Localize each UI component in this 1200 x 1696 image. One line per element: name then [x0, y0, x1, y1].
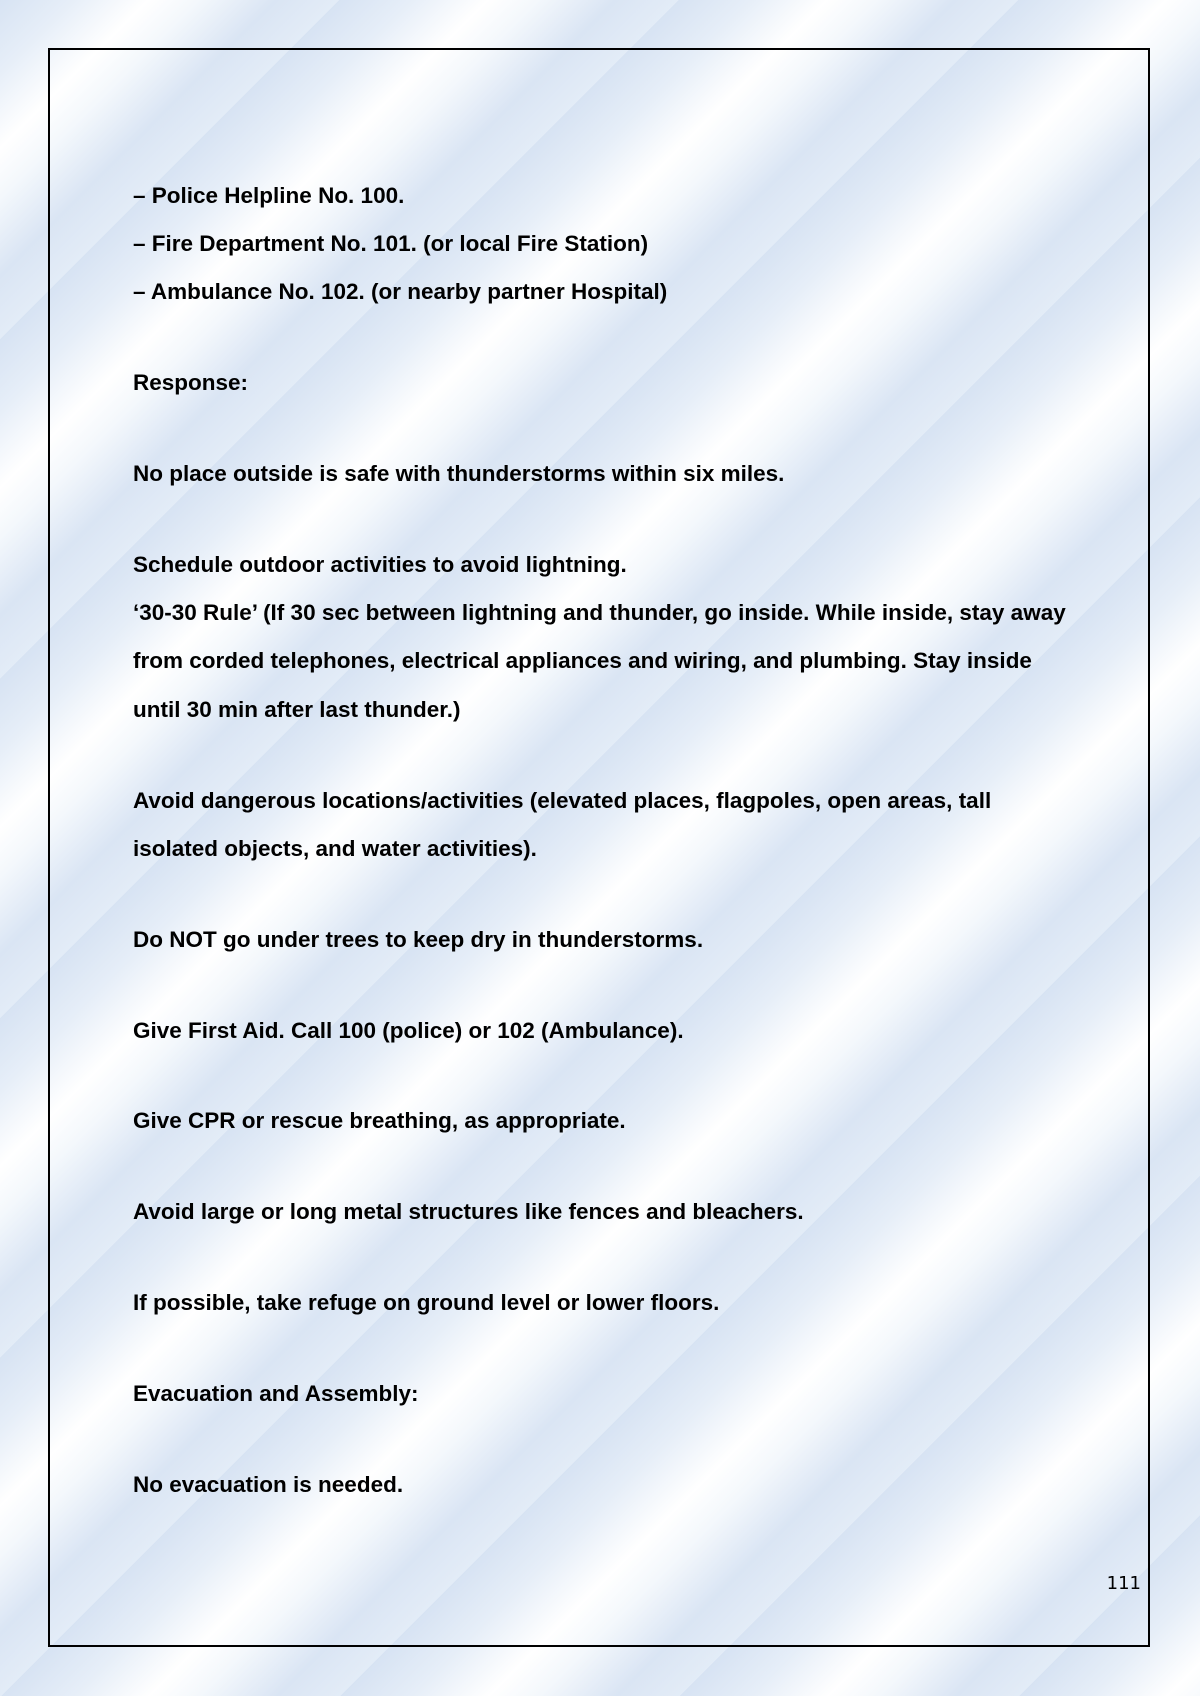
response-paragraph: Schedule outdoor activities to avoid lightning. [133, 552, 627, 577]
response-paragraph: ‘30-30 Rule’ (If 30 sec between lightning and thunder, go inside. While inside, stay away [133, 600, 1066, 625]
page-number: 111 [1106, 1573, 1141, 1594]
evacuation-heading: Evacuation and Assembly: [133, 1381, 419, 1406]
response-paragraph: from corded telephones, electrical appliances and wiring, and plumbing. Stay inside [133, 648, 1032, 673]
response-paragraph: until 30 min after last thunder.) [133, 697, 461, 722]
response-paragraph: No place outside is safe with thunderstorms within six miles. [133, 461, 785, 486]
evacuation-text: No evacuation is needed. [133, 1472, 404, 1497]
response-paragraph: isolated objects, and water activities). [133, 836, 537, 861]
response-paragraph: If possible, take refuge on ground level or lower floors. [133, 1290, 720, 1315]
contact-fire: – Fire Department No. 101. (or local Fire Station) [133, 231, 649, 256]
response-paragraph: Avoid dangerous locations/activities (elevated places, flagpoles, open areas, tall [133, 788, 992, 813]
response-paragraph: Avoid large or long metal structures like fences and bleachers. [133, 1199, 804, 1224]
response-paragraph: Do NOT go under trees to keep dry in thunderstorms. [133, 927, 704, 952]
contact-ambulance: – Ambulance No. 102. (or nearby partner Hospital) [133, 279, 668, 304]
response-paragraph: Give First Aid. Call 100 (police) or 102 (Ambulance). [133, 1018, 684, 1043]
response-heading: Response: [133, 370, 249, 395]
contact-police: – Police Helpline No. 100. [133, 183, 405, 208]
response-paragraph: Give CPR or rescue breathing, as appropriate. [133, 1108, 626, 1133]
